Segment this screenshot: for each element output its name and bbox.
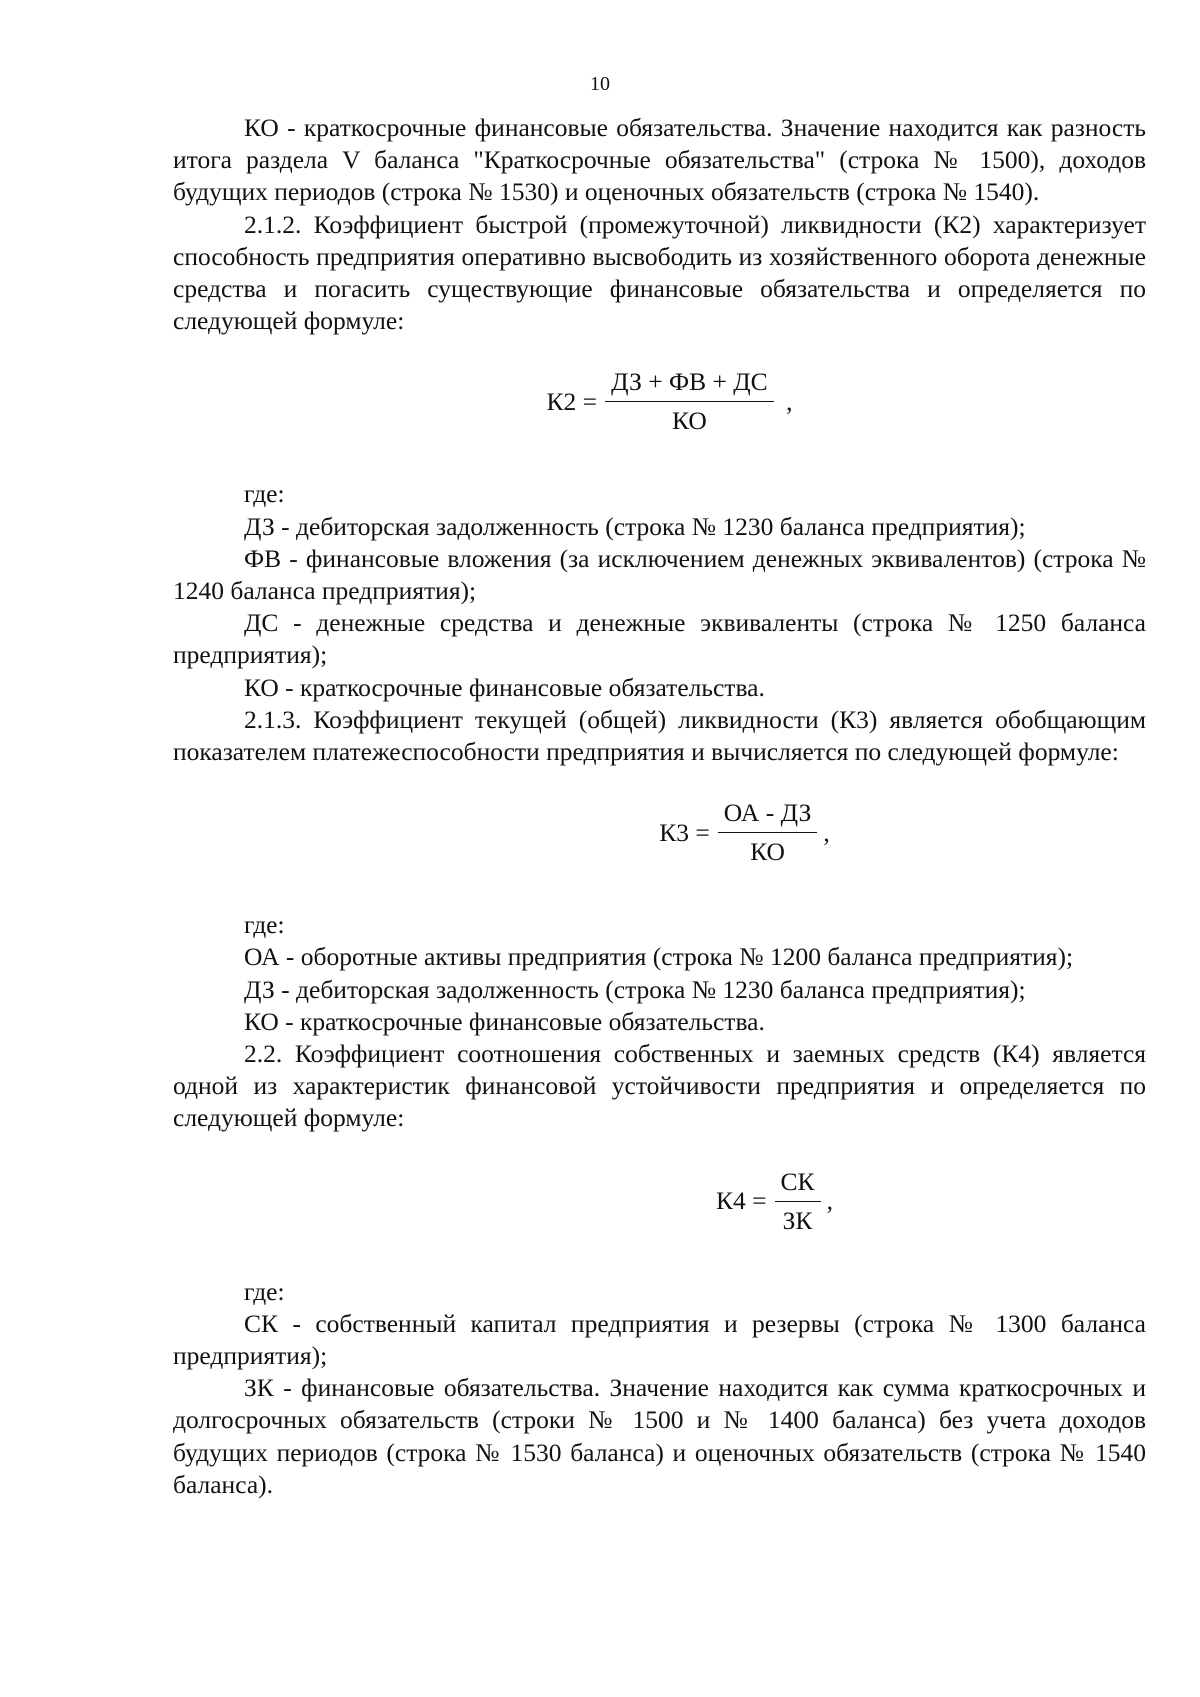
paragraph-k2-intro: 2.1.2. Коэффициент быстрой (промежуточной) ликвидности (К2) характеризует способность предприятия оперативно высвободить из хозяйственного оборота денежные средства и погасить существующие финансовые обязательства и определяется по следующей формуле: (173, 209, 1146, 336)
formula-k2-numerator: ДЗ + ФВ + ДС (605, 367, 774, 402)
definition-dz: ДЗ - дебиторская задолженность (строка № 1230 баланса предприятия); (244, 511, 1026, 541)
formula-k4-fraction (775, 1167, 821, 1236)
formula-k3-denominator: КО (750, 837, 785, 867)
definition-zk: ЗК - финансовые обязательства. Значение находится как сумма краткосрочных и долгосрочных обязательств (строки № 1500 и № 1400 баланса) без учета доходов будущих периодов (строка № 1530 баланса) и оценочных обязательств (строка № 1540 баланса). (173, 1373, 1146, 1499)
paragraph-k4-intro: 2.2. Коэффициент соотношения собственных и заемных средств (К4) является одной из характеристик финансовой устойчивости предприятия и определяется по следующей формуле: (173, 1039, 1146, 1133)
formula-k3-comma: , (823, 817, 830, 847)
definition-ko: КО - краткосрочные финансовые обязательства. (244, 1006, 765, 1036)
definition-oa: ОА - оборотные активы предприятия (строка № 1200 баланса предприятия); (244, 942, 1074, 972)
where-label: где: (244, 479, 285, 509)
definition-ds: ДС - денежные средства и денежные эквиваленты (строка № 1250 баланса предприятия); (173, 608, 1146, 670)
formula-k4-comma: , (826, 1186, 833, 1216)
definition-dz: ДЗ - дебиторская задолженность (строка № 1230 баланса предприятия); (244, 974, 1026, 1004)
paragraph-k3-intro: 2.1.3. Коэффициент текущей (общей) ликвидности (К3) является обобщающим показателем платежеспособности предприятия и вычисляется по следующей формуле: (173, 704, 1146, 767)
formula-k3-fraction (718, 798, 818, 867)
formula-k3-numerator: ОА - ДЗ (718, 798, 818, 833)
page-number: 10 (590, 73, 610, 95)
formula-k4-numerator: СК (775, 1167, 821, 1202)
formula-k2-lhs: К2 = (546, 386, 598, 416)
definition-sk: СК - собственный капитал предприятия и резервы (строка № 1300 баланса предприятия); (173, 1308, 1146, 1371)
where-label: где: (244, 910, 285, 940)
paragraph-ko-definition: КО - краткосрочные финансовые обязательства. Значение находится как разность итога раздела V баланса "Краткосрочные обязательства" (строка № 1500), доходов будущих периодов (строка № 1530) и оценочных обязательств (строка № 1540). (173, 113, 1146, 207)
formula-k2-comma: , (779, 386, 793, 416)
formula-k2-denominator: КО (671, 406, 707, 436)
document-body (173, 112, 1146, 1501)
definition-fv: ФВ - финансовые вложения (за исключением денежных эквивалентов) (строка № 1240 баланса предприятия); (173, 543, 1146, 606)
formula-k4-denominator: ЗК (782, 1205, 813, 1235)
formula-k3-lhs: К3 = (659, 817, 710, 847)
formula-k2-fraction (605, 367, 774, 436)
definition-ko: КО - краткосрочные финансовые обязательства. (244, 672, 765, 702)
formula-k2 (173, 367, 1146, 436)
formula-k4 (173, 1167, 1146, 1236)
formula-k3 (173, 798, 1146, 867)
where-label: где: (244, 1276, 285, 1306)
formula-k4-lhs: К4 = (716, 1186, 767, 1216)
